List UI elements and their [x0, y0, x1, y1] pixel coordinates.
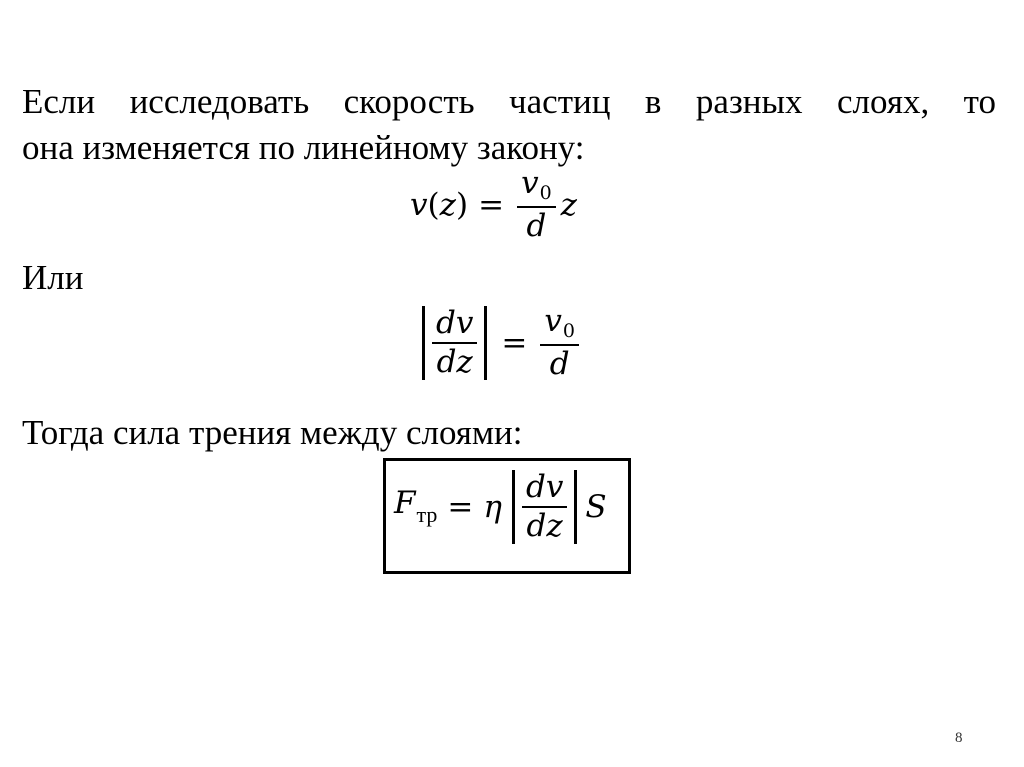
or-label: Или	[22, 258, 84, 297]
formula1-tail: z	[560, 186, 578, 223]
formula3-force-symbol: F	[394, 485, 416, 521]
formula3-area: S	[585, 488, 607, 525]
formula2-rhs-denominator: d	[549, 346, 570, 382]
formula3-eta: η	[483, 488, 502, 525]
formula2-gradient-fraction	[432, 305, 477, 380]
formula2-rhs-num-var: v	[544, 303, 562, 339]
formula1-lhs-close: )	[455, 186, 469, 223]
formula1-numerator	[517, 165, 556, 206]
formula2-absolute-value	[422, 306, 487, 380]
formula-linear-velocity	[410, 165, 578, 244]
formula3-numerator: dv	[525, 469, 564, 505]
formula3-absolute-value	[512, 470, 577, 544]
friction-intro: Тогда сила трения между слоями:	[22, 413, 523, 452]
formula3-gradient-fraction	[522, 469, 567, 544]
paragraph-line-1: Если исследовать скорость частиц в разных слоях, то	[22, 82, 996, 121]
formula3-denominator: dz	[526, 508, 563, 544]
formula-friction-force	[394, 470, 607, 544]
formula3-force	[394, 485, 438, 527]
formula2-rhs-fraction	[540, 303, 579, 382]
formula2-denominator: dz	[436, 344, 473, 380]
formula1-lhs-open: (	[427, 186, 440, 223]
formula1-num-sub: 0	[539, 182, 552, 204]
formula1-lhs-arg: z	[439, 186, 456, 223]
formula1-lhs-var: v	[410, 186, 428, 223]
formula-velocity-gradient	[418, 303, 582, 382]
formula2-numerator: dv	[436, 305, 474, 341]
page-number: 8	[955, 730, 963, 746]
formula3-force-sub: тр	[416, 502, 438, 527]
paragraph-line-2: она изменяется по линейному закону:	[22, 128, 585, 167]
formula2-equals: =	[501, 324, 528, 361]
formula3-equals: =	[447, 488, 474, 525]
formula1-denominator: d	[526, 208, 547, 244]
formula1-num-var: v	[521, 165, 539, 201]
formula1-fraction	[517, 165, 556, 244]
formula2-rhs-num-sub: 0	[562, 320, 575, 342]
formula2-rhs-numerator	[540, 303, 579, 344]
formula1-equals: =	[478, 186, 505, 223]
